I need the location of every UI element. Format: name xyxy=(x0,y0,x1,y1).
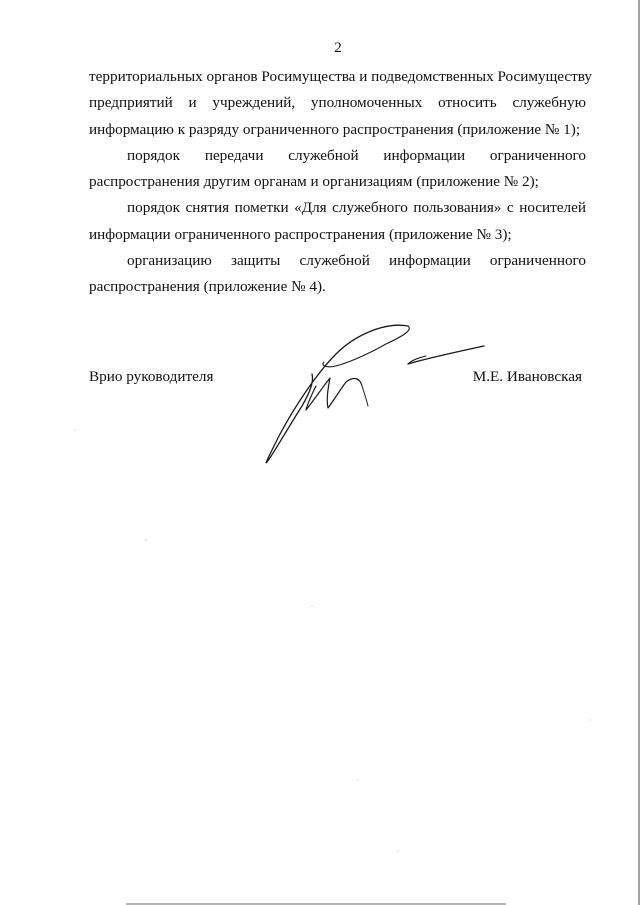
text-line: порядок передачи служебной информации ограниченного xyxy=(127,146,586,164)
text-line: территориальных органов Росимущества и подведомственных Росимуществу xyxy=(89,68,593,85)
signature-stroke xyxy=(408,346,484,364)
text-line: информации ограниченного распространения (приложение № 3); xyxy=(89,225,512,243)
text-line: предприятий и учреждений, уполномоченных относить служебную xyxy=(89,94,586,112)
text-line: распространения (приложение № 4). xyxy=(89,278,326,296)
signature-stroke xyxy=(306,378,362,410)
paragraph-continuation xyxy=(89,64,593,143)
text-line: распространения другим органам и организациям (приложение № 2); xyxy=(89,173,539,191)
signature-stroke xyxy=(362,386,368,406)
handwritten-signature xyxy=(258,316,490,472)
text-line: организацию защиты служебной информации ограниченного xyxy=(127,252,586,270)
position-title: Врио руководителя xyxy=(89,368,214,385)
paragraph-marking-removal xyxy=(89,195,586,248)
page-number: 2 xyxy=(334,40,342,56)
document-body xyxy=(89,64,593,301)
paragraph-protection-organization xyxy=(89,248,586,301)
paragraph-transfer-procedure xyxy=(89,143,586,196)
text-line: информацию к разряду ограниченного распространения (приложение № 1); xyxy=(89,120,581,138)
text-line: порядок снятия пометки «Для служебного пользования» с носителей xyxy=(127,199,586,217)
signature-stroke xyxy=(323,326,409,367)
signer-name: М.Е. Ивановская xyxy=(472,368,582,385)
